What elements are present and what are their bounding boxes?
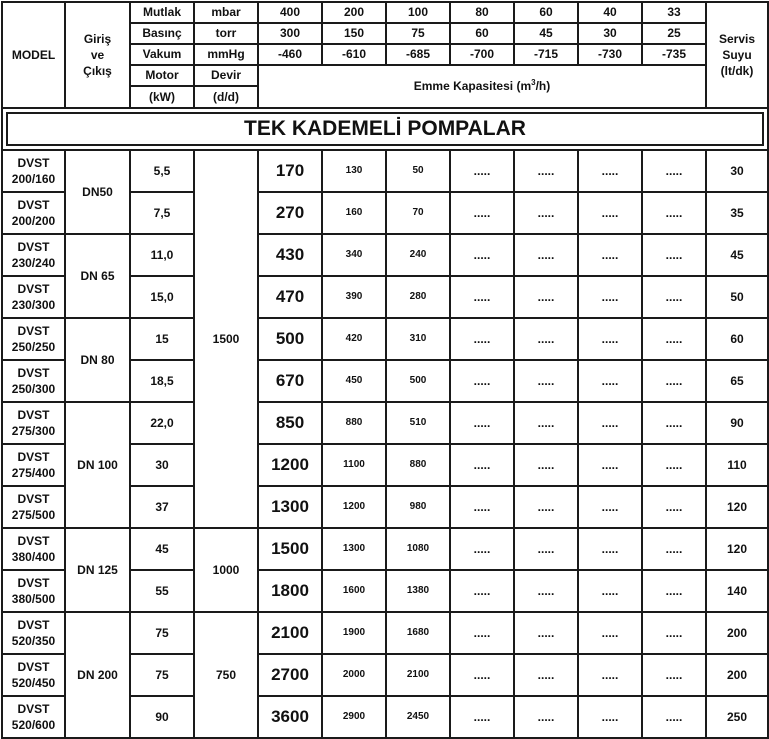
pressure-unit: mmHg xyxy=(194,44,258,65)
pressure-label: Vakum xyxy=(130,44,194,65)
capacity-60-cell: ..... xyxy=(514,150,578,192)
dn-cell: DN 200 xyxy=(65,612,130,738)
capacity-80-cell: ..... xyxy=(450,150,514,192)
model-line: DVST xyxy=(17,449,50,464)
pressure-label: Basınç xyxy=(130,23,194,44)
capacity-80-cell: ..... xyxy=(450,654,514,696)
capacity-80-cell: ..... xyxy=(450,612,514,654)
model-line: DVST xyxy=(17,281,50,296)
motor-cell: 7,5 xyxy=(130,192,194,234)
capacity-100-cell: 880 xyxy=(386,444,450,486)
capacity-60-cell: ..... xyxy=(514,696,578,738)
capacity-33-cell: ..... xyxy=(642,402,706,444)
model-line: DVST xyxy=(17,617,50,632)
capacity-40-cell: ..... xyxy=(578,402,642,444)
model-cell xyxy=(2,150,65,192)
capacity-80-cell: ..... xyxy=(450,696,514,738)
model-line: 520/350 xyxy=(11,634,56,648)
capacity-100-cell: 980 xyxy=(386,486,450,528)
pressure-value: 45 xyxy=(514,23,578,44)
emme-title-suffix: /h) xyxy=(535,79,551,94)
motor-cell: 15 xyxy=(130,318,194,360)
capacity-40-cell: ..... xyxy=(578,570,642,612)
table-row xyxy=(2,612,768,654)
capacity-100-cell: 310 xyxy=(386,318,450,360)
pressure-value: 30 xyxy=(578,23,642,44)
table-row xyxy=(2,402,768,444)
motor-cell: 75 xyxy=(130,612,194,654)
capacity-60-cell: ..... xyxy=(514,192,578,234)
model-cell xyxy=(2,570,65,612)
servis-suyu-cell: 50 xyxy=(706,276,768,318)
capacity-100-cell: 510 xyxy=(386,402,450,444)
model-line: DVST xyxy=(17,323,50,338)
capacity-400-cell: 470 xyxy=(258,276,322,318)
capacity-400-cell: 850 xyxy=(258,402,322,444)
capacity-60-cell: ..... xyxy=(514,360,578,402)
model-line: 250/250 xyxy=(11,340,56,354)
capacity-80-cell: ..... xyxy=(450,360,514,402)
devir-unit: (d/d) xyxy=(194,86,258,108)
capacity-100-cell: 280 xyxy=(386,276,450,318)
table-row xyxy=(2,318,768,360)
capacity-33-cell: ..... xyxy=(642,696,706,738)
model-line: DVST xyxy=(17,155,50,170)
servis-suyu-cell: 35 xyxy=(706,192,768,234)
dn-cell: DN 80 xyxy=(65,318,130,402)
capacity-33-cell: ..... xyxy=(642,318,706,360)
capacity-200-cell: 390 xyxy=(322,276,386,318)
capacity-100-cell: 1380 xyxy=(386,570,450,612)
motor-cell: 37 xyxy=(130,486,194,528)
devir-cell: 750 xyxy=(194,612,258,738)
data-body xyxy=(2,150,768,738)
servis-suyu-cell: 200 xyxy=(706,612,768,654)
pressure-value: 60 xyxy=(514,2,578,23)
header-giris-cikis xyxy=(65,2,130,108)
emme-title-sup: 3 xyxy=(531,78,536,88)
motor-cell: 22,0 xyxy=(130,402,194,444)
capacity-33-cell: ..... xyxy=(642,234,706,276)
model-line: 380/400 xyxy=(11,550,56,564)
unit-line: (lt/dk) xyxy=(720,64,754,79)
capacity-100-cell: 240 xyxy=(386,234,450,276)
servis-suyu-cell: 45 xyxy=(706,234,768,276)
capacity-100-cell: 2450 xyxy=(386,696,450,738)
capacity-200-cell: 340 xyxy=(322,234,386,276)
capacity-400-cell: 1300 xyxy=(258,486,322,528)
model-cell xyxy=(2,486,65,528)
capacity-60-cell: ..... xyxy=(514,486,578,528)
model-cell xyxy=(2,528,65,570)
capacity-80-cell: ..... xyxy=(450,444,514,486)
model-line: 200/160 xyxy=(11,172,56,186)
capacity-400-cell: 1200 xyxy=(258,444,322,486)
capacity-33-cell: ..... xyxy=(642,150,706,192)
model-line: 250/300 xyxy=(11,382,56,396)
pressure-value: 100 xyxy=(386,2,450,23)
capacity-200-cell: 2900 xyxy=(322,696,386,738)
capacity-80-cell: ..... xyxy=(450,192,514,234)
capacity-400-cell: 270 xyxy=(258,192,322,234)
capacity-33-cell: ..... xyxy=(642,612,706,654)
capacity-200-cell: 1300 xyxy=(322,528,386,570)
capacity-60-cell: ..... xyxy=(514,402,578,444)
pressure-value: 40 xyxy=(578,2,642,23)
model-line: 230/300 xyxy=(11,298,56,312)
servis-suyu-cell: 120 xyxy=(706,486,768,528)
pressure-value: -730 xyxy=(578,44,642,65)
capacity-100-cell: 50 xyxy=(386,150,450,192)
header-model: MODEL xyxy=(2,2,65,108)
model-line: DVST xyxy=(17,365,50,380)
model-line: DVST xyxy=(17,239,50,254)
devir-cell: 1000 xyxy=(194,528,258,612)
pressure-unit: torr xyxy=(194,23,258,44)
capacity-200-cell: 880 xyxy=(322,402,386,444)
capacity-40-cell: ..... xyxy=(578,192,642,234)
capacity-200-cell: 160 xyxy=(322,192,386,234)
model-line: 520/450 xyxy=(11,676,56,690)
model-line: DVST xyxy=(17,407,50,422)
capacity-400-cell: 1500 xyxy=(258,528,322,570)
capacity-60-cell: ..... xyxy=(514,276,578,318)
model-line: 275/300 xyxy=(11,424,56,438)
capacity-33-cell: ..... xyxy=(642,528,706,570)
capacity-80-cell: ..... xyxy=(450,486,514,528)
model-line: DVST xyxy=(17,533,50,548)
model-line: 380/500 xyxy=(11,592,56,606)
pressure-label: Mutlak xyxy=(130,2,194,23)
capacity-400-cell: 2700 xyxy=(258,654,322,696)
motor-unit: (kW) xyxy=(130,86,194,108)
model-line: 520/600 xyxy=(11,718,56,732)
devir-cell: 1500 xyxy=(194,150,258,528)
capacity-33-cell: ..... xyxy=(642,360,706,402)
capacity-200-cell: 1100 xyxy=(322,444,386,486)
pressure-value: -715 xyxy=(514,44,578,65)
servis-line: Servis xyxy=(718,31,756,46)
capacity-33-cell: ..... xyxy=(642,192,706,234)
capacity-40-cell: ..... xyxy=(578,234,642,276)
pressure-unit: mbar xyxy=(194,2,258,23)
capacity-80-cell: ..... xyxy=(450,528,514,570)
pressure-value: 75 xyxy=(386,23,450,44)
capacity-80-cell: ..... xyxy=(450,318,514,360)
header-servis-suyu xyxy=(706,2,768,108)
motor-cell: 18,5 xyxy=(130,360,194,402)
pressure-value: 200 xyxy=(322,2,386,23)
model-cell xyxy=(2,276,65,318)
pressure-value: 150 xyxy=(322,23,386,44)
section-title: TEK KADEMELİ POMPALAR xyxy=(6,112,764,146)
capacity-100-cell: 1080 xyxy=(386,528,450,570)
model-cell xyxy=(2,444,65,486)
capacity-33-cell: ..... xyxy=(642,486,706,528)
capacity-400-cell: 170 xyxy=(258,150,322,192)
table-row xyxy=(2,150,768,192)
capacity-400-cell: 1800 xyxy=(258,570,322,612)
ve-line: ve xyxy=(90,47,105,62)
capacity-40-cell: ..... xyxy=(578,696,642,738)
capacity-33-cell: ..... xyxy=(642,444,706,486)
pressure-value: -735 xyxy=(642,44,706,65)
pressure-value: -700 xyxy=(450,44,514,65)
servis-suyu-cell: 200 xyxy=(706,654,768,696)
devir-label: Devir xyxy=(194,65,258,86)
capacity-60-cell: ..... xyxy=(514,444,578,486)
motor-cell: 45 xyxy=(130,528,194,570)
model-line: DVST xyxy=(17,701,50,716)
servis-suyu-cell: 140 xyxy=(706,570,768,612)
servis-suyu-cell: 90 xyxy=(706,402,768,444)
capacity-60-cell: ..... xyxy=(514,318,578,360)
pressure-value: 60 xyxy=(450,23,514,44)
pressure-value: -610 xyxy=(322,44,386,65)
capacity-400-cell: 3600 xyxy=(258,696,322,738)
pressure-value: 400 xyxy=(258,2,322,23)
capacity-100-cell: 500 xyxy=(386,360,450,402)
capacity-400-cell: 670 xyxy=(258,360,322,402)
capacity-40-cell: ..... xyxy=(578,276,642,318)
capacity-40-cell: ..... xyxy=(578,444,642,486)
motor-cell: 75 xyxy=(130,654,194,696)
capacity-60-cell: ..... xyxy=(514,612,578,654)
suyu-line: Suyu xyxy=(722,47,752,62)
capacity-80-cell: ..... xyxy=(450,402,514,444)
model-line: DVST xyxy=(17,575,50,590)
motor-cell: 15,0 xyxy=(130,276,194,318)
capacity-33-cell: ..... xyxy=(642,654,706,696)
capacity-60-cell: ..... xyxy=(514,570,578,612)
emme-title-prefix: Emme Kapasitesi (m xyxy=(413,79,532,94)
capacity-33-cell: ..... xyxy=(642,276,706,318)
model-line: 275/400 xyxy=(11,466,56,480)
motor-cell: 90 xyxy=(130,696,194,738)
capacity-80-cell: ..... xyxy=(450,276,514,318)
motor-cell: 30 xyxy=(130,444,194,486)
capacity-200-cell: 450 xyxy=(322,360,386,402)
capacity-100-cell: 70 xyxy=(386,192,450,234)
capacity-40-cell: ..... xyxy=(578,654,642,696)
emme-kapasitesi-title xyxy=(258,65,706,108)
servis-suyu-cell: 65 xyxy=(706,360,768,402)
model-cell xyxy=(2,612,65,654)
pump-spec-table xyxy=(1,1,769,739)
pressure-value: -685 xyxy=(386,44,450,65)
motor-cell: 11,0 xyxy=(130,234,194,276)
pressure-value: 33 xyxy=(642,2,706,23)
servis-suyu-cell: 120 xyxy=(706,528,768,570)
model-cell xyxy=(2,696,65,738)
pressure-value: 80 xyxy=(450,2,514,23)
pressure-value: -460 xyxy=(258,44,322,65)
capacity-40-cell: ..... xyxy=(578,528,642,570)
table-row xyxy=(2,528,768,570)
capacity-200-cell: 130 xyxy=(322,150,386,192)
model-cell xyxy=(2,360,65,402)
motor-cell: 5,5 xyxy=(130,150,194,192)
pressure-value: 300 xyxy=(258,23,322,44)
model-cell xyxy=(2,402,65,444)
capacity-200-cell: 420 xyxy=(322,318,386,360)
pressure-value: 25 xyxy=(642,23,706,44)
servis-suyu-cell: 30 xyxy=(706,150,768,192)
capacity-60-cell: ..... xyxy=(514,528,578,570)
capacity-400-cell: 500 xyxy=(258,318,322,360)
model-cell xyxy=(2,654,65,696)
capacity-40-cell: ..... xyxy=(578,360,642,402)
capacity-40-cell: ..... xyxy=(578,318,642,360)
capacity-40-cell: ..... xyxy=(578,486,642,528)
capacity-33-cell: ..... xyxy=(642,570,706,612)
model-line: 230/240 xyxy=(11,256,56,270)
capacity-40-cell: ..... xyxy=(578,612,642,654)
servis-suyu-cell: 110 xyxy=(706,444,768,486)
dn-cell: DN 100 xyxy=(65,402,130,528)
model-line: 200/200 xyxy=(11,214,56,228)
capacity-40-cell: ..... xyxy=(578,150,642,192)
capacity-80-cell: ..... xyxy=(450,570,514,612)
servis-suyu-cell: 250 xyxy=(706,696,768,738)
motor-label: Motor xyxy=(130,65,194,86)
dn-cell: DN 125 xyxy=(65,528,130,612)
table-row xyxy=(2,234,768,276)
capacity-200-cell: 2000 xyxy=(322,654,386,696)
cikis-line: Çıkış xyxy=(83,64,112,79)
dn-cell: DN50 xyxy=(65,150,130,234)
capacity-80-cell: ..... xyxy=(450,234,514,276)
banner-cell xyxy=(2,108,768,150)
model-line: DVST xyxy=(17,659,50,674)
model-line: DVST xyxy=(17,197,50,212)
capacity-200-cell: 1200 xyxy=(322,486,386,528)
model-cell xyxy=(2,192,65,234)
servis-suyu-cell: 60 xyxy=(706,318,768,360)
model-line: DVST xyxy=(17,491,50,506)
capacity-100-cell: 1680 xyxy=(386,612,450,654)
capacity-60-cell: ..... xyxy=(514,234,578,276)
motor-cell: 55 xyxy=(130,570,194,612)
capacity-200-cell: 1600 xyxy=(322,570,386,612)
model-line: 275/500 xyxy=(11,508,56,522)
capacity-200-cell: 1900 xyxy=(322,612,386,654)
giris-line: Giriş xyxy=(83,31,112,46)
model-cell xyxy=(2,234,65,276)
dn-cell: DN 65 xyxy=(65,234,130,318)
capacity-100-cell: 2100 xyxy=(386,654,450,696)
capacity-60-cell: ..... xyxy=(514,654,578,696)
capacity-400-cell: 430 xyxy=(258,234,322,276)
model-cell xyxy=(2,318,65,360)
capacity-400-cell: 2100 xyxy=(258,612,322,654)
